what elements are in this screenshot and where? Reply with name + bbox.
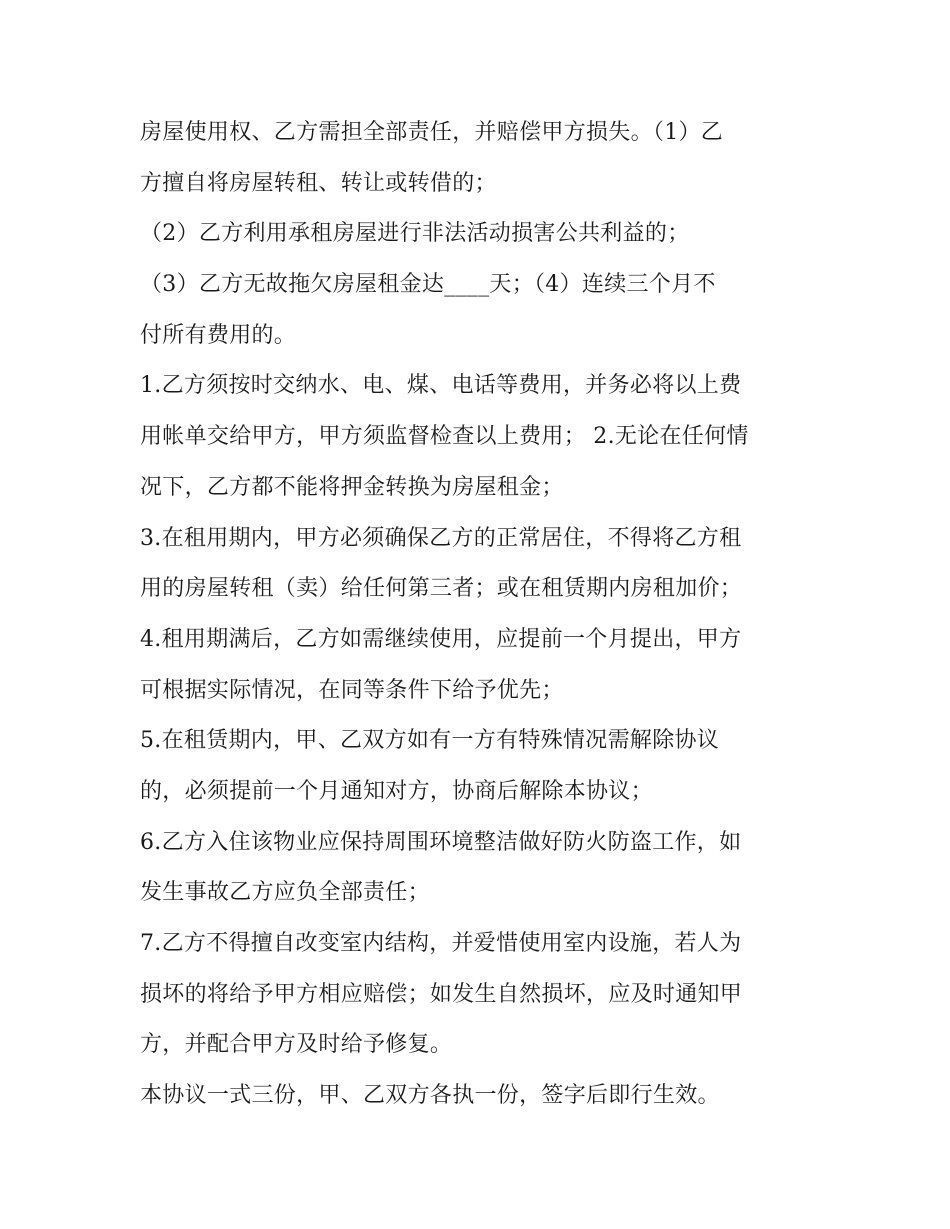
- document-body: [140, 108, 820, 1122]
- text-line: 5.在租赁期内，甲、乙双方如有一方有特殊情况需解除协议: [140, 728, 720, 754]
- text-line: 4.租用期满后，乙方如需继续使用，应提前一个月提出，甲方: [140, 626, 742, 652]
- text-line: 6.乙方入住该物业应保持周围环境整洁做好防火防盗工作，如: [140, 829, 742, 855]
- text-line: （3）乙方无故拖欠房屋租金达____天；（4）连续三个月不: [140, 272, 716, 298]
- text-line: 况下，乙方都不能将押金转换为房屋租金；: [140, 474, 564, 500]
- text-line: 7.乙方不得擅自改变室内结构，并爱惜使用室内设施，若人为: [140, 931, 742, 956]
- text-line: 用的房屋转租（卖）给任何第三者；或在租赁期内房租加价；: [140, 576, 743, 602]
- text-line: 本协议一式三份，甲、乙双方各执一份，签字后即行生效。: [140, 1083, 720, 1109]
- text-line: （2）乙方利用承租房屋进行非法活动损害公共利益的；: [140, 221, 690, 247]
- text-line: 可根据实际情况，在同等条件下给予优先；: [140, 677, 564, 703]
- text-line: 方擅自将房屋转租、转让或转借的；: [140, 170, 497, 196]
- text-line: 3.在租用期内，甲方必须确保乙方的正常居住，不得将乙方租: [140, 525, 742, 551]
- text-line: 1.乙方须按时交纳水、电、煤、电话等费用，并务必将以上费: [140, 373, 742, 399]
- text-line: 方，并配合甲方及时给予修复。: [140, 1032, 453, 1058]
- text-line: 房屋使用权、乙方需担全部责任，并赔偿甲方损失。（1）乙: [140, 120, 724, 145]
- text-line: 付所有费用的。: [140, 322, 297, 348]
- text-line: 发生事故乙方应负全部责任；: [140, 880, 430, 906]
- text-line: 的，必须提前一个月通知对方，协商后解除本协议；: [140, 778, 653, 804]
- text-line: 损坏的将给予甲方相应赔偿；如发生自然损坏，应及时通知甲: [140, 981, 743, 1007]
- text-line: 用帐单交给甲方，甲方须监督检查以上费用； 2.无论在任何情: [140, 424, 749, 450]
